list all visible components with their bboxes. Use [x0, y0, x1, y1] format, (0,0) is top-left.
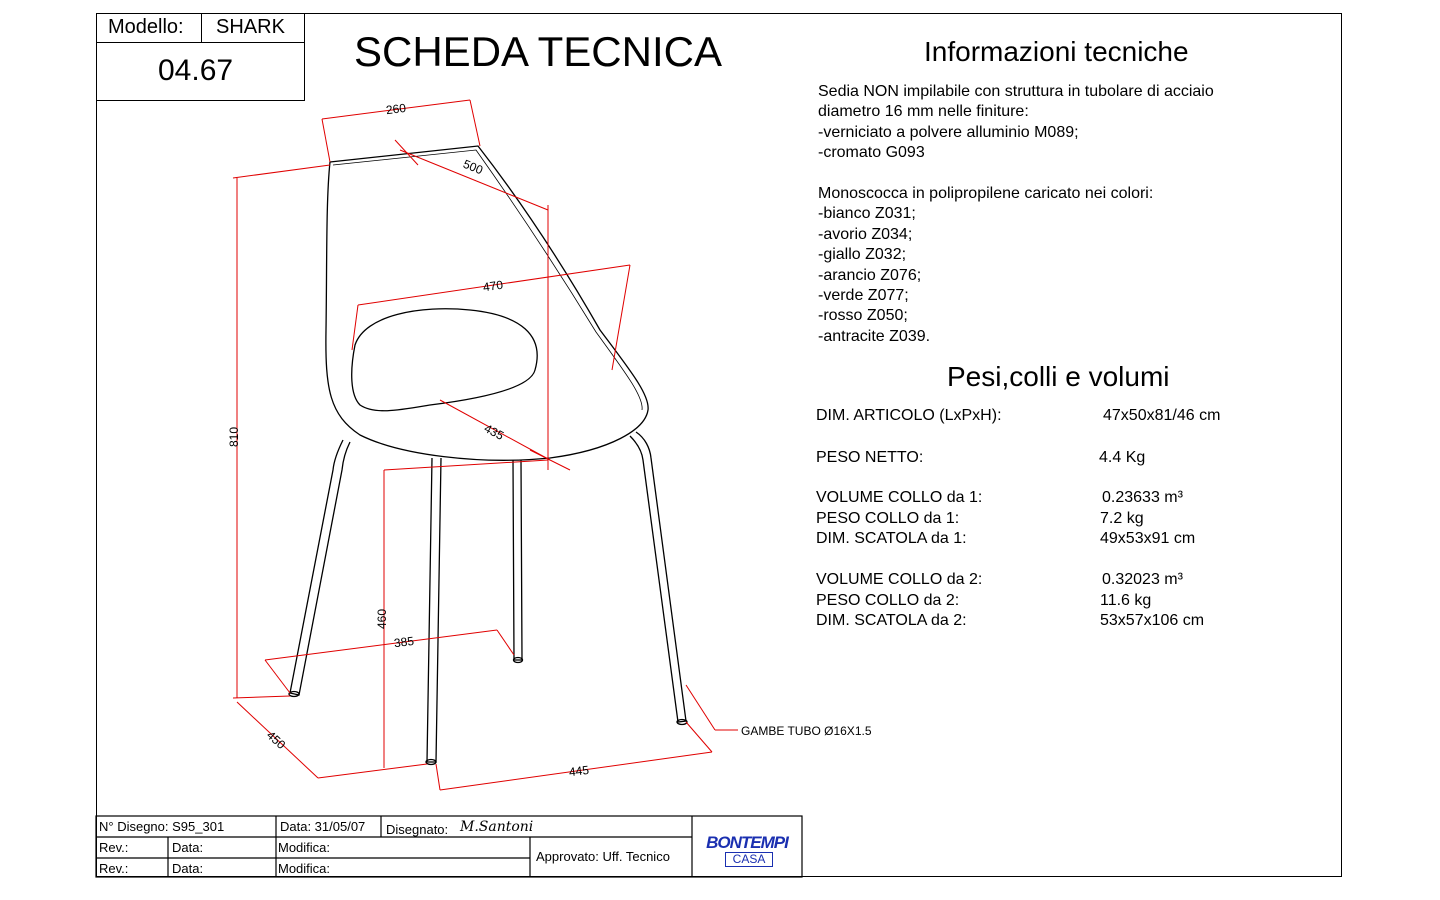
model-code: 04.67	[158, 54, 234, 87]
info-line: -antracite Z039.	[818, 327, 931, 345]
info-heading: Informazioni tecniche	[924, 36, 1189, 67]
page-title: SCHEDA TECNICA	[354, 28, 722, 75]
logo-top: BONTEMPI	[706, 833, 788, 852]
company-logo	[693, 827, 801, 871]
drawn-label: Disegnato:	[386, 822, 449, 837]
rev1-date: Data:	[172, 840, 204, 855]
dim-445: 445	[568, 762, 590, 780]
dim-385: 385	[393, 633, 415, 651]
spec-value: 0.23633 m³	[1102, 489, 1183, 506]
spec-value: 11.6 kg	[1100, 592, 1152, 609]
dim-435: 435	[481, 421, 507, 443]
dim-460: 460	[375, 608, 390, 630]
info-line: -verde Z077;	[818, 287, 909, 305]
spec-label: DIM. SCATOLA da 1:	[816, 530, 967, 547]
spec-label: DIM. ARTICOLO (LxPxH):	[816, 407, 1002, 424]
spec-label: PESO COLLO da 2:	[816, 592, 960, 609]
spec-value: 0.32023 m³	[1102, 571, 1183, 588]
info-line: -giallo Z032;	[818, 246, 907, 264]
model-name: SHARK	[216, 16, 285, 38]
rev2-label: Rev.:	[99, 861, 129, 876]
rev2-date: Data:	[172, 861, 204, 876]
drawn-by-signature: M.Santoni	[460, 819, 534, 835]
dim-260: 260	[385, 100, 407, 118]
spec-value: 53x57x106 cm	[1100, 612, 1205, 629]
specs-heading: Pesi,colli e volumi	[947, 361, 1170, 392]
leg-note: GAMBE TUBO Ø16X1.5	[741, 724, 872, 738]
info-line: diametro 16 mm nelle finiture:	[818, 103, 1029, 121]
spec-value: 7.2 kg	[1100, 510, 1144, 527]
spec-value: 4.4 Kg	[1099, 449, 1146, 466]
dim-450: 450	[263, 728, 289, 752]
dim-500: 500	[461, 156, 485, 178]
rev2-mod: Modifica:	[278, 861, 331, 876]
spec-value: 47x50x81/46 cm	[1103, 407, 1221, 424]
drawing-date: Data: 31/05/07	[280, 819, 366, 834]
info-line: Monoscocca in polipropilene caricato nei colori:	[818, 185, 1154, 203]
drawing-number: N° Disegno: S95_301	[99, 819, 225, 834]
spec-value: 49x53x91 cm	[1100, 530, 1196, 547]
info-line: -cromato G093	[818, 144, 925, 162]
dim-810: 810	[227, 426, 242, 448]
info-line: -rosso Z050;	[818, 307, 908, 325]
spec-label: PESO NETTO:	[816, 449, 924, 466]
rev1-label: Rev.:	[99, 840, 129, 855]
info-line: -arancio Z076;	[818, 266, 922, 284]
spec-label: VOLUME COLLO da 1:	[816, 489, 983, 506]
info-line: -avorio Z034;	[818, 225, 913, 243]
info-line: -bianco Z031;	[818, 205, 916, 223]
info-line: Sedia NON impilabile con struttura in tubolare di acciaio	[818, 83, 1214, 100]
spec-label: PESO COLLO da 1:	[816, 510, 960, 527]
rev1-mod: Modifica:	[278, 840, 331, 855]
logo-bottom: CASA	[725, 852, 773, 867]
approved-by: Approvato: Uff. Tecnico	[536, 849, 670, 864]
dim-470: 470	[482, 277, 504, 295]
model-label: Modello:	[108, 16, 184, 38]
info-line: -verniciato a polvere alluminio M089;	[818, 123, 1079, 141]
spec-label: VOLUME COLLO da 2:	[816, 571, 983, 588]
spec-label: DIM. SCATOLA da 2:	[816, 612, 967, 629]
